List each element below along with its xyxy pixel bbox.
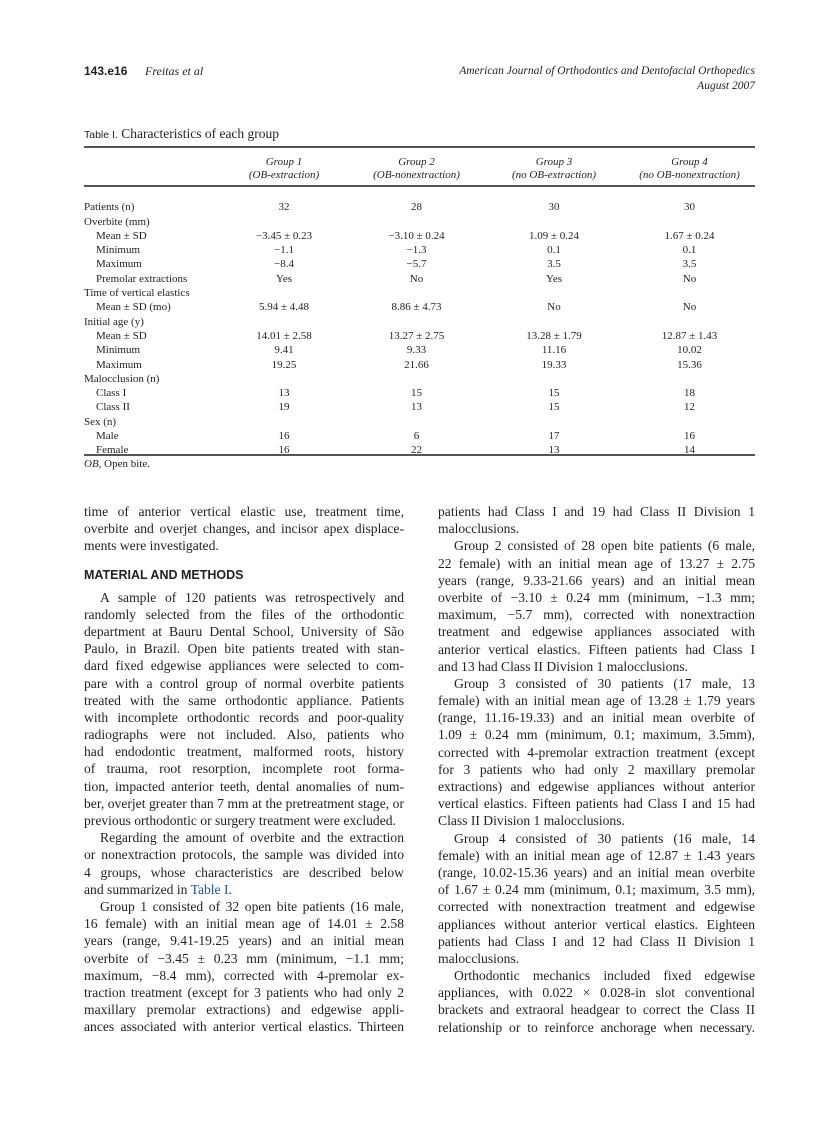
text-line: [84, 537, 404, 554]
text-line: [438, 709, 755, 726]
table-cell: −5.7: [406, 258, 427, 271]
table-cell: [349, 315, 484, 329]
row-label: Mean ± SD: [96, 229, 147, 242]
table-row: [84, 300, 755, 314]
group-description: (OB-nonextraction): [373, 169, 460, 181]
paragraph: [84, 829, 404, 898]
text-line: [84, 692, 404, 709]
text-line: [84, 760, 404, 777]
table-cell: [484, 286, 624, 300]
line-text: 16 female) with an initial mean age of 14.01 ± 2.58: [84, 916, 404, 932]
page-number: 143.e16: [84, 64, 128, 78]
table-cell: 14: [684, 444, 695, 457]
line-text: 22 female) with an initial mean age of 13.27 ± 2.75: [438, 555, 755, 571]
footnote-abbr: OB,: [84, 458, 102, 470]
table-cell: 16: [278, 444, 290, 457]
text-line: [84, 743, 404, 760]
table-cell: [219, 372, 349, 386]
line-text: years (range, 9.33-21.66 years) and an initial mean: [438, 572, 755, 588]
text-line: [84, 606, 404, 623]
table-cell: −8.4: [274, 258, 294, 271]
row-label: Minimum: [96, 344, 141, 357]
line-text: years (range, 9.41-19.25 years) and an initial mean: [84, 933, 404, 949]
table-row: [84, 243, 755, 257]
text-line: [438, 537, 755, 554]
text-line: [84, 932, 404, 949]
table-cell: 8.86 ± 4.73: [391, 301, 442, 314]
line-text: overbite and overjet changes, and incisor apex displace-: [84, 521, 404, 537]
line-text: treatment and edgewise appliances associated with: [438, 624, 755, 640]
line-text: of trauma, root resorption, incomplete root forma-: [84, 761, 404, 777]
line-text: relationship or to reinforce anchorage when necessary.: [438, 1019, 755, 1035]
line-text: maxillary premolar extractions) and edgewise appli-: [84, 1002, 404, 1018]
table-cell: 32: [278, 201, 290, 214]
line-text: malocclusions.: [438, 521, 520, 537]
text-line: [84, 623, 404, 640]
table-cell: No: [682, 272, 697, 285]
group-name: Group 1: [265, 156, 303, 168]
stub-header: [84, 152, 219, 186]
text-line: [84, 640, 404, 657]
text-line: [84, 1018, 404, 1035]
table-cell: 17: [548, 430, 560, 443]
footnote-text: Open bite.: [101, 458, 150, 470]
line-text: overbite of −3.10 ± 0.24 mm (minimum, −1.3 mm;: [438, 589, 755, 605]
text-line: [438, 847, 755, 864]
table-cell: 30: [548, 201, 560, 214]
line-text: Group 2 consisted of 28 open bite patients (6 male,: [454, 538, 755, 554]
table-cell: 14.01 ± 2.58: [256, 329, 312, 342]
line-text: corrected with nonextraction treatment and edgewise: [438, 899, 755, 915]
right-column: [438, 503, 755, 1036]
table-cell: 13: [411, 401, 422, 414]
table-cell: [349, 415, 484, 429]
text-line: [84, 881, 404, 898]
table-cell: [219, 286, 349, 300]
table-cell: [484, 372, 624, 386]
table-cell: Yes: [275, 272, 292, 285]
text-line: [84, 984, 404, 1001]
table-cell: 10.02: [677, 344, 702, 357]
text-line: [84, 898, 404, 915]
column-header: [219, 152, 349, 186]
table-row: [84, 415, 755, 429]
line-text: patients had Class I and 12 had Class II Division 1: [438, 933, 755, 949]
line-text: department at Bauru Dental School, University of São: [84, 623, 404, 639]
text-line: [84, 864, 404, 881]
table-cell: 5.94 ± 4.48: [258, 301, 310, 314]
table-cell: No: [682, 301, 697, 314]
text-line: [438, 830, 755, 847]
table-cell: 1.67 ± 0.24: [664, 229, 715, 242]
row-label: Maximum: [96, 258, 142, 271]
table-cell: [219, 415, 349, 429]
table-row: [84, 343, 755, 357]
table-cell: 0.1: [547, 244, 561, 257]
text-line: [84, 1001, 404, 1018]
line-text: .: [228, 881, 232, 897]
line-text: pare with a control group of normal overbite patients: [84, 675, 404, 691]
text-line: [438, 726, 755, 743]
line-text: with incomplete orthodontic records and poor-quality: [84, 709, 404, 725]
table-cell: 6: [413, 430, 420, 443]
table-cell: 15: [548, 387, 560, 400]
text-line: [84, 778, 404, 795]
line-text: Class II Division 1 malocclusions.: [438, 813, 625, 829]
text-line: [438, 778, 755, 795]
row-label: Minimum: [96, 244, 141, 257]
line-text: and summarized in: [84, 881, 191, 897]
table-cell: 3.5: [547, 258, 561, 271]
text-line: [438, 744, 755, 761]
journal-title: American Journal of Orthodontics and Dentofacial Orthopedics: [459, 65, 755, 77]
table-cell: 15: [411, 387, 422, 400]
line-text: dard fixed edgewise appliances were selected to com-: [84, 658, 404, 674]
line-text: and 13 had Class II Division 1 malocclusions.: [438, 658, 688, 674]
table-cell: 9.33: [406, 344, 427, 357]
table-row: [84, 229, 755, 243]
table-cell: [624, 315, 755, 329]
text-line: [84, 589, 404, 606]
table-cell: 16: [684, 430, 695, 443]
table-cell: −3.45 ± 0.23: [255, 229, 313, 242]
journal-header: [459, 64, 755, 94]
text-line: [438, 520, 755, 537]
table-row: [84, 429, 755, 443]
text-line: [84, 950, 404, 967]
table-cell: [624, 215, 755, 229]
table-row: [84, 358, 755, 372]
table-cell: [484, 215, 624, 229]
text-line: [84, 503, 404, 520]
text-line: [438, 984, 755, 1001]
table-cell: 1.09 ± 0.24: [528, 229, 580, 242]
line-text: Group 4 consisted of 30 patients (16 male, 14: [454, 830, 755, 846]
table-footnote: [84, 458, 150, 470]
text-line: [438, 881, 755, 898]
line-text: Group 3 consisted of 30 patients (17 male, 13: [454, 675, 755, 691]
row-label: Class II: [96, 401, 130, 414]
table-reference-link[interactable]: Table I: [190, 881, 229, 897]
line-text: malocclusions.: [438, 950, 520, 966]
paragraph: [84, 503, 404, 555]
table-cell: 13: [278, 387, 290, 400]
table-label: Table I.: [84, 129, 118, 141]
table-row: [84, 372, 755, 386]
text-line: [438, 555, 755, 572]
table-cell: [219, 215, 349, 229]
line-text: Paulo, in Brazil. Open bite patients treated with stan-: [84, 641, 404, 657]
table-top-rule: [84, 146, 755, 148]
table-cell: [349, 372, 484, 386]
text-line: [438, 589, 755, 606]
table-cell: [484, 315, 624, 329]
line-text: tion, impacted anterior teeth, dental anomalies of num-: [84, 778, 404, 794]
text-line: [84, 967, 404, 984]
group-name: Group 2: [398, 156, 435, 168]
text-line: [84, 915, 404, 932]
line-text: Group 1 consisted of 32 open bite patients (16 male,: [100, 898, 404, 914]
table-row: [84, 200, 755, 214]
text-line: [438, 795, 755, 812]
running-authors: Freitas et al: [145, 64, 204, 78]
paragraph: [438, 537, 755, 675]
text-line: [438, 572, 755, 589]
text-line: [438, 950, 755, 967]
text-line: [438, 503, 755, 520]
text-line: [438, 933, 755, 950]
table-cell: 3.5: [682, 258, 697, 271]
group-name: Group 3: [535, 156, 573, 168]
table-cell: 0.1: [682, 244, 697, 257]
table-cell: 13.27 ± 2.75: [388, 329, 445, 342]
line-text: 1.09 ± 0.24 mm (minimum, 0.1; maximum, 3.5mm),: [438, 727, 755, 743]
text-line: [84, 520, 404, 537]
text-line: [438, 641, 755, 658]
table-cell: 18: [684, 387, 695, 400]
table-cell: 11.16: [541, 344, 567, 357]
line-text: had endodontic treatment, malformed roots, history: [84, 744, 404, 760]
row-label: Sex (n): [84, 415, 117, 428]
table-cell: 16: [278, 430, 290, 443]
line-text: for 3 patients who had only 2 maxillary premolar: [438, 761, 755, 777]
row-label: Male: [96, 430, 119, 443]
line-text: radiographs were not included. Also, patients who: [84, 727, 404, 743]
paragraph: [438, 503, 755, 537]
line-text: maximum, −5.7 mm), corrected with nonextraction: [438, 607, 755, 623]
table-cell: [624, 372, 755, 386]
table-cell: 19.33: [541, 358, 567, 371]
text-line: [438, 623, 755, 640]
table-cell: No: [409, 272, 424, 285]
paragraph: [438, 675, 755, 830]
line-text: female) with an initial mean age of 13.28 ± 1.79 years: [438, 693, 755, 709]
table-row: [84, 257, 755, 271]
table-cell: 12.87 ± 1.43: [661, 329, 718, 342]
table-row: [84, 215, 755, 229]
line-text: ances associated with anterior vertical elastics. Thirteen: [84, 1019, 404, 1035]
line-text: extractions) and edgewise appliances without anterior: [438, 779, 755, 794]
text-line: [438, 692, 755, 709]
left-column: [84, 503, 404, 1035]
line-text: appliances without anterior vertical elastics. Eighteen: [438, 916, 755, 932]
row-label: Class I: [96, 387, 127, 400]
table-cell: 15: [548, 401, 560, 414]
column-header: [349, 152, 484, 186]
table-cell: [349, 215, 484, 229]
text-line: [84, 846, 404, 863]
text-line: [438, 898, 755, 915]
table-title: Characteristics of each group: [121, 126, 280, 141]
line-text: (range, 11.16-19.33) and an initial mean overbite of: [438, 710, 755, 726]
table-row: [84, 286, 755, 300]
line-text: Regarding the amount of overbite and the extraction: [100, 830, 404, 846]
table-cell: 12: [684, 401, 695, 414]
line-text: overbite of −3.45 ± 0.23 mm (minimum, −1.1 mm;: [84, 950, 404, 966]
paragraph: [438, 830, 755, 968]
line-text: treated with the same orthodontic appliance. Patients: [84, 692, 404, 708]
table-cell: 19.25: [271, 358, 297, 371]
table-cell: 21.66: [404, 358, 429, 371]
table-row: [84, 329, 755, 343]
text-line: [84, 709, 404, 726]
line-text: of 1.67 ± 0.24 mm (minimum, 0.1; maximum, 3.5 mm),: [438, 882, 755, 898]
table-cell: [624, 415, 755, 429]
table-cell: 15.36: [677, 358, 702, 371]
line-text: appliances, with 0.022 × 0.028-in slot conventional: [438, 985, 755, 1001]
row-label: Patients (n): [84, 201, 135, 214]
group-description: (OB-extraction): [248, 169, 320, 181]
table-caption: [84, 126, 279, 142]
paragraph: [438, 967, 755, 1036]
text-line: [438, 761, 755, 778]
table-cell: 9.41: [274, 344, 294, 357]
text-line: [438, 916, 755, 933]
line-text: A sample of 120 patients was retrospectively and: [100, 589, 404, 605]
table-row: [84, 386, 755, 400]
line-text: (range, 10.02-15.36 years) and an initial mean overbite: [438, 864, 755, 880]
section-heading: MATERIAL AND METHODS: [84, 567, 244, 582]
line-text: or nonextraction protocols, the sample was divided into: [84, 847, 404, 863]
table-cell: 13.28 ± 1.79: [526, 329, 582, 342]
line-text: randomly selected from the files of the orthodontic: [84, 606, 404, 622]
text-line: [438, 675, 755, 692]
table-cell: [219, 315, 349, 329]
line-text: 4 groups, whose characteristics are described below: [84, 864, 404, 880]
line-text: anterior vertical elastics. Fifteen patients had Class I: [438, 641, 755, 657]
row-label: Mean ± SD: [96, 329, 147, 342]
paragraph: [84, 589, 404, 830]
table-row: [84, 272, 755, 286]
row-label: Maximum: [96, 358, 142, 371]
group-description: (no OB-extraction): [512, 169, 596, 181]
table-cell: [484, 415, 624, 429]
line-text: traction treatment (except for 3 patients who had only 2: [84, 984, 404, 1000]
text-line: [84, 675, 404, 692]
column-header: [624, 152, 755, 186]
group-description: (no OB-nonextraction): [639, 169, 740, 181]
text-line: [438, 812, 755, 829]
row-label: Malocclusion (n): [84, 372, 160, 385]
table-cell: 28: [411, 201, 422, 214]
column-header: [484, 152, 624, 186]
line-text: ber, overjet greater than 7 mm at the pretreatment stage, or: [84, 795, 404, 811]
characteristics-table: [84, 152, 755, 458]
table-cell: −1.1: [274, 244, 294, 257]
line-text: previous orthodontic or surgery treatment were excluded.: [84, 813, 396, 828]
table-cell: −3.10 ± 0.24: [388, 229, 445, 242]
paragraph: [84, 898, 404, 1036]
text-line: [438, 967, 755, 984]
text-line: [84, 726, 404, 743]
text-line: [438, 864, 755, 881]
table-row: [84, 443, 755, 457]
table-cell: 19: [278, 401, 290, 414]
line-text: time of anterior vertical elastic use, treatment time,: [84, 504, 404, 519]
row-label: Initial age (y): [84, 315, 144, 328]
line-text: ments were investigated.: [84, 538, 219, 554]
text-line: [438, 1001, 755, 1018]
text-line: [84, 829, 404, 846]
text-line: [84, 657, 404, 674]
text-line: [84, 795, 404, 812]
row-label: Time of vertical elastics: [84, 287, 190, 300]
line-text: patients had Class I and 19 had Class II Division 1: [438, 504, 755, 519]
issue-date: August 2007: [697, 80, 755, 92]
line-text: maximum, −8.4 mm), corrected with 4-premolar ex-: [84, 967, 404, 983]
row-label: Overbite (mm): [84, 215, 150, 228]
line-text: vertical elastics. Fifteen patients had Class I and 15 had: [438, 796, 755, 812]
table-row: [84, 400, 755, 414]
line-text: Orthodontic mechanics included fixed edgewise: [454, 968, 755, 984]
table-cell: 22: [411, 444, 422, 457]
line-text: brackets and extraoral headgear to correct the Class II: [438, 1002, 755, 1018]
table-cell: 13: [548, 444, 560, 457]
table-cell: [349, 286, 484, 300]
row-label: Premolar extractions: [96, 272, 188, 285]
text-line: [438, 658, 755, 675]
row-label: Female: [96, 444, 129, 457]
table-cell: No: [547, 301, 561, 314]
table-cell: 30: [684, 201, 695, 214]
text-line: [438, 1019, 755, 1036]
table-cell: Yes: [545, 272, 562, 285]
text-line: [84, 812, 404, 829]
table-row: [84, 315, 755, 329]
line-text: corrected with 4-premolar extraction treatment (except: [438, 744, 755, 760]
row-label: Mean ± SD (mo): [96, 301, 171, 314]
group-name: Group 4: [671, 156, 708, 168]
line-text: female) with an initial mean age of 12.87 ± 1.43 years: [438, 847, 755, 863]
table-cell: [624, 286, 755, 300]
text-line: [438, 606, 755, 623]
table-cell: −1.3: [406, 244, 427, 257]
